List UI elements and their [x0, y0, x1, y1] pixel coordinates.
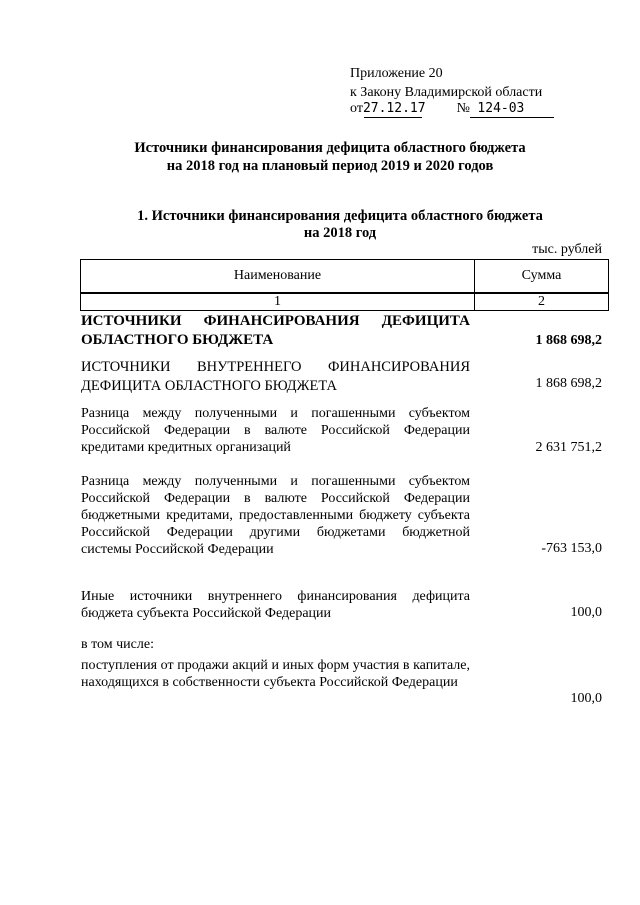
table-row-name: Разница между полученными и погашенными субъектом Российской Федерации в валюте Российской Федерации бюджетными кредитами, предоставленными бюджету субъекта Российской Федерации другими бюджетами бюджетной системы Российской Федерации: [81, 474, 470, 557]
number-prefix: №: [456, 101, 470, 116]
number-underline: [470, 117, 554, 118]
units-label: тыс. рублей: [532, 242, 602, 257]
table-row-sum: 2 631 751,2: [535, 440, 602, 455]
table-row-sum: 100,0: [570, 605, 602, 620]
table-row-name: в том числе:: [81, 637, 154, 652]
section-title-line2: на 2018 год: [303, 225, 377, 241]
law-number: 124-03: [477, 101, 525, 116]
table-row-sum: 1 868 698,2: [535, 376, 602, 391]
column-divider: [474, 259, 475, 311]
date-prefix: от: [350, 101, 363, 116]
table-row-name: Иные источники внутреннего финансирования дефицита бюджета субъекта Российской Федерации: [81, 589, 470, 621]
header-name: Наименование: [233, 268, 322, 283]
table-row-name: ИСТОЧНИКИ ВНУТРЕННЕГО ФИНАНСИРОВАНИЯ ДЕФИЦИТА ОБЛАСТНОГО БЮДЖЕТА: [81, 359, 470, 394]
table-row-sum: -763 153,0: [541, 541, 602, 556]
col-number-name: 1: [274, 294, 281, 309]
table-row-sum: 1 868 698,2: [535, 333, 602, 348]
table-row-sum: 100,0: [570, 691, 602, 706]
date-underline: [364, 117, 422, 118]
appendix-date-line: [350, 101, 524, 117]
table-row-name: ИСТОЧНИКИ ФИНАНСИРОВАНИЯ ДЕФИЦИТА ОБЛАСТНОГО БЮДЖЕТА: [81, 313, 470, 348]
appendix-law: к Закону Владимирской области: [350, 85, 543, 100]
header-sum: Сумма: [521, 268, 562, 283]
table-row-name: поступления от продажи акций и иных форм участия в капитале, находящихся в собственности субъекта Российской Федерации: [81, 658, 470, 690]
section-title-line1: 1. Источники финансирования дефицита областного бюджета: [137, 208, 543, 224]
main-title-line1: Источники финансирования дефицита областного бюджета: [134, 140, 526, 156]
main-title-line2: на 2018 год на плановый период 2019 и 2020 годов: [166, 158, 494, 174]
law-date: 27.12.17: [362, 101, 426, 116]
appendix-number: Приложение 20: [350, 66, 443, 81]
table-row-name: Разница между полученными и погашенными субъектом Российской Федерации в валюте Российской Федерации кредитами кредитных организаций: [81, 406, 470, 455]
col-number-sum: 2: [538, 294, 545, 309]
